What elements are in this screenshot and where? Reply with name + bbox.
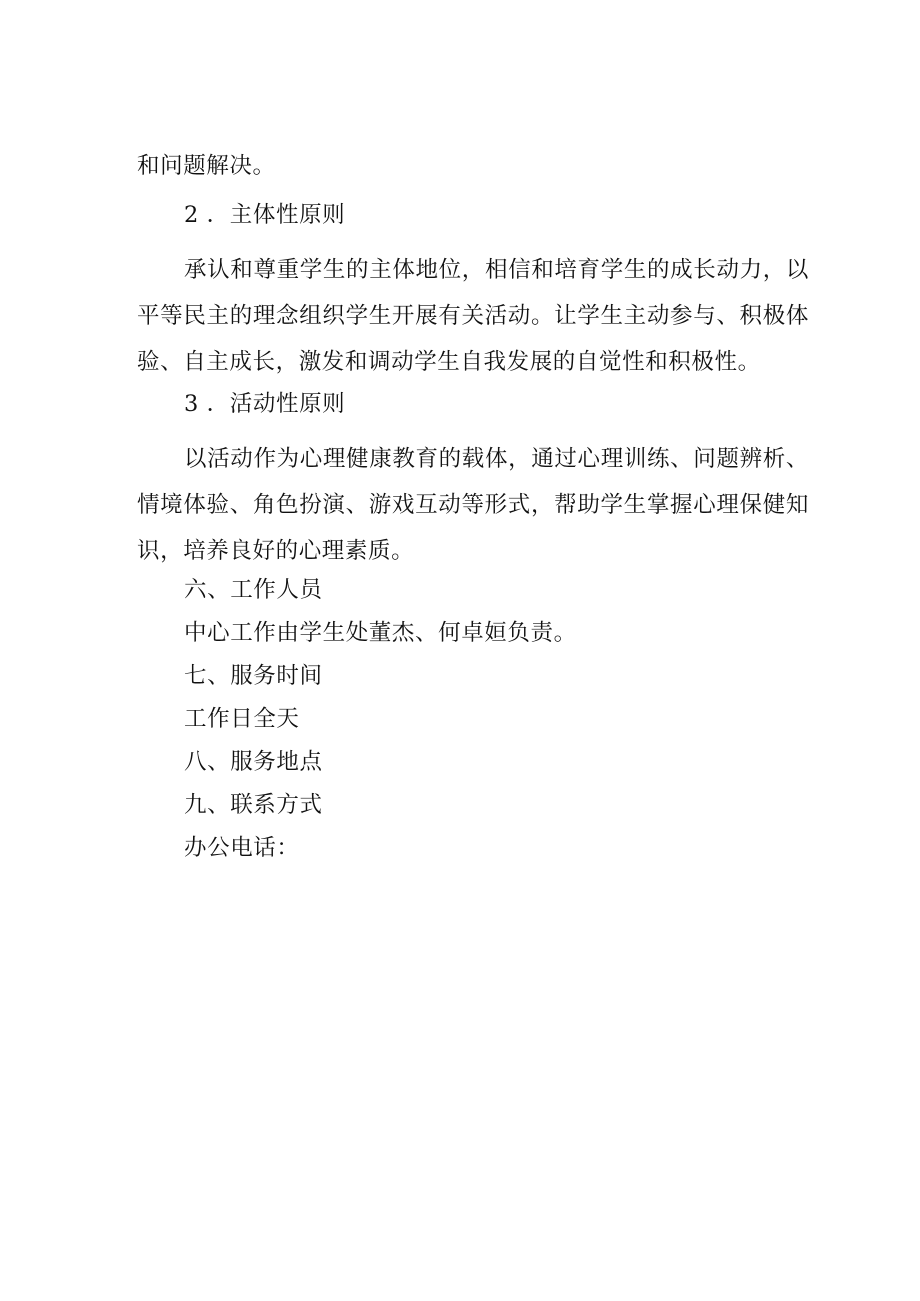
section-7-body: 工作日全天 [184, 706, 300, 732]
principle-2-heading: 2 ．主体性原则 [184, 202, 346, 228]
section-8-heading: 八、服务地点 [184, 749, 323, 775]
section-6-heading: 六、工作人员 [184, 577, 323, 603]
section-9-body: 办公电话： [184, 835, 300, 861]
section-6-body: 中心工作由学生处董杰、何卓姮负责。 [184, 620, 577, 646]
continuation-line: 和问题解决。 [137, 153, 276, 179]
principle-3-body: 以活动作为心理健康教育的载体，通过心理训练、问题辨析、情境体验、角色扮演、游戏互动等形式，帮助学生掌握心理保健知识，培养良好的心理素质。 [137, 446, 809, 564]
section-7-heading: 七、服务时间 [184, 663, 323, 689]
principle-3-heading: 3 ．活动性原则 [184, 391, 346, 417]
principle-2-body: 承认和尊重学生的主体地位，相信和培育学生的成长动力，以平等民主的理念组织学生开展有关活动。让学生主动参与、积极体验、自主成长，激发和调动学生自我发展的自觉性和积极性。 [137, 257, 809, 375]
section-9-heading: 九、联系方式 [184, 792, 323, 818]
